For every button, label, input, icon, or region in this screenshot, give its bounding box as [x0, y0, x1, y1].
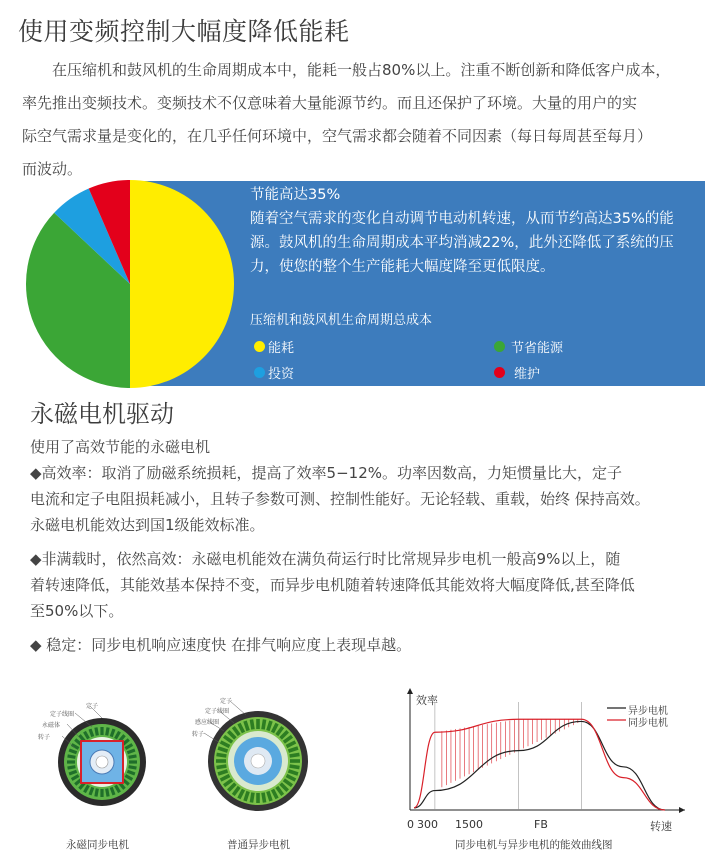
- motor2-label: 定子: [220, 698, 233, 705]
- stator-slot: [256, 719, 260, 729]
- legend-label: 节省能源: [511, 341, 564, 356]
- motor1-label: 永磁体: [42, 722, 61, 729]
- curve-series-2: [414, 719, 665, 810]
- motor2-label: 定子线圈: [205, 708, 230, 715]
- induction-motor-diagram: [176, 695, 316, 815]
- curve-legend-label: 同步电机: [628, 718, 668, 729]
- section-body: [30, 434, 702, 658]
- stator-slot: [216, 759, 226, 763]
- legend-label: 投资: [268, 367, 295, 382]
- paragraph-line: 而波动。: [22, 160, 83, 178]
- intro-paragraph: [22, 54, 702, 186]
- motor2-label: 转子: [192, 731, 205, 738]
- legend-title: 压缩机和鼓风机生命周期总成本: [250, 313, 433, 328]
- paragraph-line: 在压缩机和鼓风机的生命周期成本中，能耗一般占80%以上。注重不断创新和降低客户成本，: [52, 61, 671, 79]
- legend-item-investment: [254, 363, 294, 382]
- bullet-line: ◆ 稳定：同步电机响应速度快 在排气响应度上表现卓越。: [30, 636, 412, 654]
- curve-series-1: [414, 721, 665, 810]
- curve-tick: 0: [407, 818, 414, 831]
- legend-label: 能耗: [268, 341, 295, 356]
- stator-slot: [256, 793, 260, 803]
- legend-dot: [494, 367, 505, 378]
- curve-ylabel: 效率: [416, 694, 438, 707]
- y-axis-arrow: [407, 688, 413, 694]
- stator-slot: [290, 759, 300, 763]
- bullet-line: 着转速降低，其能效基本保持不变，而异步电机随着转速降低其能效将大幅度降低,甚至降低: [30, 576, 635, 594]
- legend-dot: [494, 341, 505, 352]
- legend-item-maintenance: [494, 363, 540, 382]
- motor1-label: 定子线圈: [50, 711, 75, 718]
- cost-pie-chart: [22, 180, 240, 388]
- motor1-label: 转子: [38, 734, 51, 741]
- x-axis-arrow: [679, 807, 685, 813]
- legend-item-energy: [254, 337, 294, 356]
- info-body: 随着空气需求的变化自动调节电动机转速，从而节约高达35%的能源。鼓风机的生命周期成本平均消减22%，此外还降低了系统的压力，使您的整个生产能耗大幅度降至更低限度。: [250, 211, 674, 275]
- stator-slot: [67, 760, 75, 763]
- paragraph-line: 率先推出变频技术。变频技术不仅意味着大量能源节约。而且还保护了环境。大量的用户的实: [22, 94, 638, 112]
- legend-item-savings: [494, 337, 563, 356]
- motor1-label: 定子: [86, 703, 99, 710]
- curve-xlabel: 转速: [650, 820, 672, 833]
- curve-tick: 300: [417, 818, 438, 831]
- motor2-caption: 普通异步电机: [227, 839, 290, 851]
- legend-label: 维护: [514, 367, 541, 382]
- bullet-line: ◆非满载时，依然高效：永磁电机能效在满负荷运行时比常规异步电机一般高9%以上，随: [30, 550, 621, 568]
- bullet-line: 永磁电机能效达到国1级能效标准。: [30, 516, 265, 534]
- info-heading: 节能高达35%: [250, 187, 341, 203]
- curve-tick: 1500: [455, 818, 483, 831]
- curve-legend-label: 异步电机: [628, 706, 668, 717]
- page-title: 使用变频控制大幅度降低能耗: [18, 17, 350, 46]
- section-title: 永磁电机驱动: [30, 400, 174, 428]
- legend-dot: [254, 367, 265, 378]
- section-intro: 使用了高效节能的永磁电机: [30, 438, 211, 456]
- pie-slice-1: [130, 180, 234, 388]
- bullet-line: ◆高效率：取消了励磁系统损耗，提高了效率5−12%。功率因数高，力矩惯量比大，定子: [30, 464, 622, 482]
- stator-slot: [100, 789, 103, 797]
- motor2-label: 感应线圈: [195, 719, 220, 726]
- paragraph-line: 际空气需求量是变化的，在几乎任何环境中，空气需求都会随着不同因素（每日每周甚至每月）: [22, 127, 653, 145]
- stator-slot: [100, 727, 103, 735]
- legend-dot: [254, 341, 265, 352]
- stator-slot: [129, 760, 137, 763]
- bullet-line: 至50%以下。: [30, 602, 124, 620]
- motor1-caption: 永磁同步电机: [66, 839, 129, 851]
- bullet-line: 电流和定子电阻损耗减小，且转子参数可测、控制性能好。无论轻载、重载，始终 保持高效。: [30, 490, 650, 508]
- curve-tick: FB: [534, 818, 548, 831]
- curve-caption: 同步电机与异步电机的能效曲线图: [455, 839, 613, 851]
